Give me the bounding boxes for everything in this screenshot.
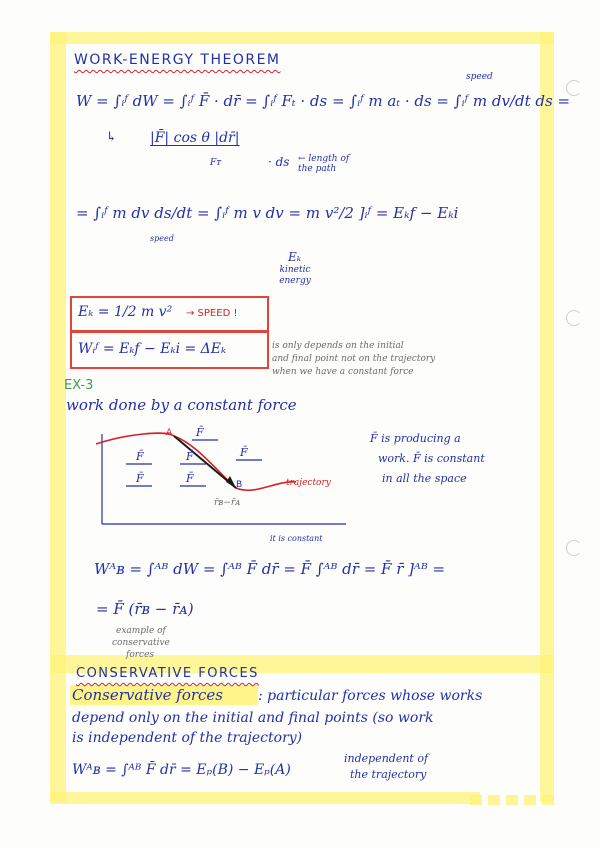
section-title: CONSERVATIVE FORCES [76,666,259,681]
punch-hole-icon [566,310,582,326]
ft-label: Fᴛ [210,158,222,168]
highlight-border-bottom [50,792,480,804]
example-label: EX-3 [64,378,94,393]
example-note-3: forces [126,650,155,660]
independent-note-2: the trajectory [350,768,427,781]
point-a-label: A [166,428,173,438]
example-note-2: conservative [112,638,170,648]
force-label: F̄ [136,472,144,485]
trajectory-label: trajectory [286,478,331,488]
force-label: F̄ [136,450,144,463]
speed-note: speed [466,72,493,82]
force-label: F̄ [240,446,248,459]
arrow-icon: ↳ [106,130,117,145]
ds-label: · ds [268,155,290,169]
highlight-marks [470,795,554,805]
example-note-1: example of [116,626,166,636]
definition-line-2: depend only on the initial and final points (so work [72,710,434,726]
length-path-note: ← length of the path [298,154,350,174]
definition-term: Conservative forces [72,686,224,704]
example-title: work done by a constant force [66,396,297,414]
pencil-note-1: is only depends on the initial [272,341,404,351]
pencil-note-3: when we have a constant force [272,367,414,377]
kinetic-energy-note: kinetic energy [279,265,311,286]
kinetic-energy-formula: Eₖ = 1/2 m v² [78,304,173,320]
side-note-3: in all the space [382,472,467,485]
equation-work-4: = F̄ (r̄ʙ − r̄ᴀ) [96,600,194,618]
work-energy-formula: Wᵢᶠ = Eₖf − Eₖi = ΔEₖ [78,341,227,357]
displacement-label: r̄ʙ−r̄ᴀ [214,498,241,508]
equation-work-2: = ∫ᵢᶠ m dv ds/dt = ∫ᵢᶠ m v dv = m v²/2 ]ᵢᶠ = Eₖf − Eₖi [76,204,459,222]
ek-label: Eₖ [288,250,302,264]
force-label: F̄ [196,426,204,439]
highlight-border-top [50,32,554,44]
pencil-note-2: and final point not on the trajectory [272,354,436,364]
punch-hole-icon [566,540,582,556]
equation-ft-definition: |F̄| cos θ |dr̄| [150,130,240,146]
independent-note-1: independent of [344,752,429,765]
force-label: F̄ [186,472,194,485]
equation-work-1: W = ∫ᵢᶠ dW = ∫ᵢᶠ F̄ · dr̄ = ∫ᵢᶠ Fₜ · ds = ∫ᵢᶠ m aₜ · ds = ∫ᵢᶠ m dv/dt ds = [76,92,571,110]
page-title: WORK-ENERGY THEOREM [74,52,281,68]
point-b-label: B [236,480,243,490]
speed-note-2: speed [150,234,174,243]
side-note-1: F̄ is producing a [370,432,461,445]
speed-emphasis: → SPEED ! [186,308,238,319]
side-note-2: work. F̄ is constant [378,452,485,465]
equation-work-3: Wᴬʙ = ∫ᴬᴮ dW = ∫ᴬᴮ F̄ dr̄ = F̄ ∫ᴬᴮ dr̄ = F̄ r̄ ]ᴬᴮ = [94,560,446,578]
highlight-border-right [540,32,554,802]
definition-line-1: : particular forces whose works [258,688,483,704]
force-label: F̄ [186,450,194,463]
highlight-border-left [50,32,66,802]
definition-line-3: is independent of the trajectory) [72,730,303,746]
equation-potential: Wᴬʙ = ∫ᴬᴮ F̄ dr̄ = Eₚ(B) − Eₚ(A) [72,762,291,778]
constant-note: it is constant [270,534,323,543]
